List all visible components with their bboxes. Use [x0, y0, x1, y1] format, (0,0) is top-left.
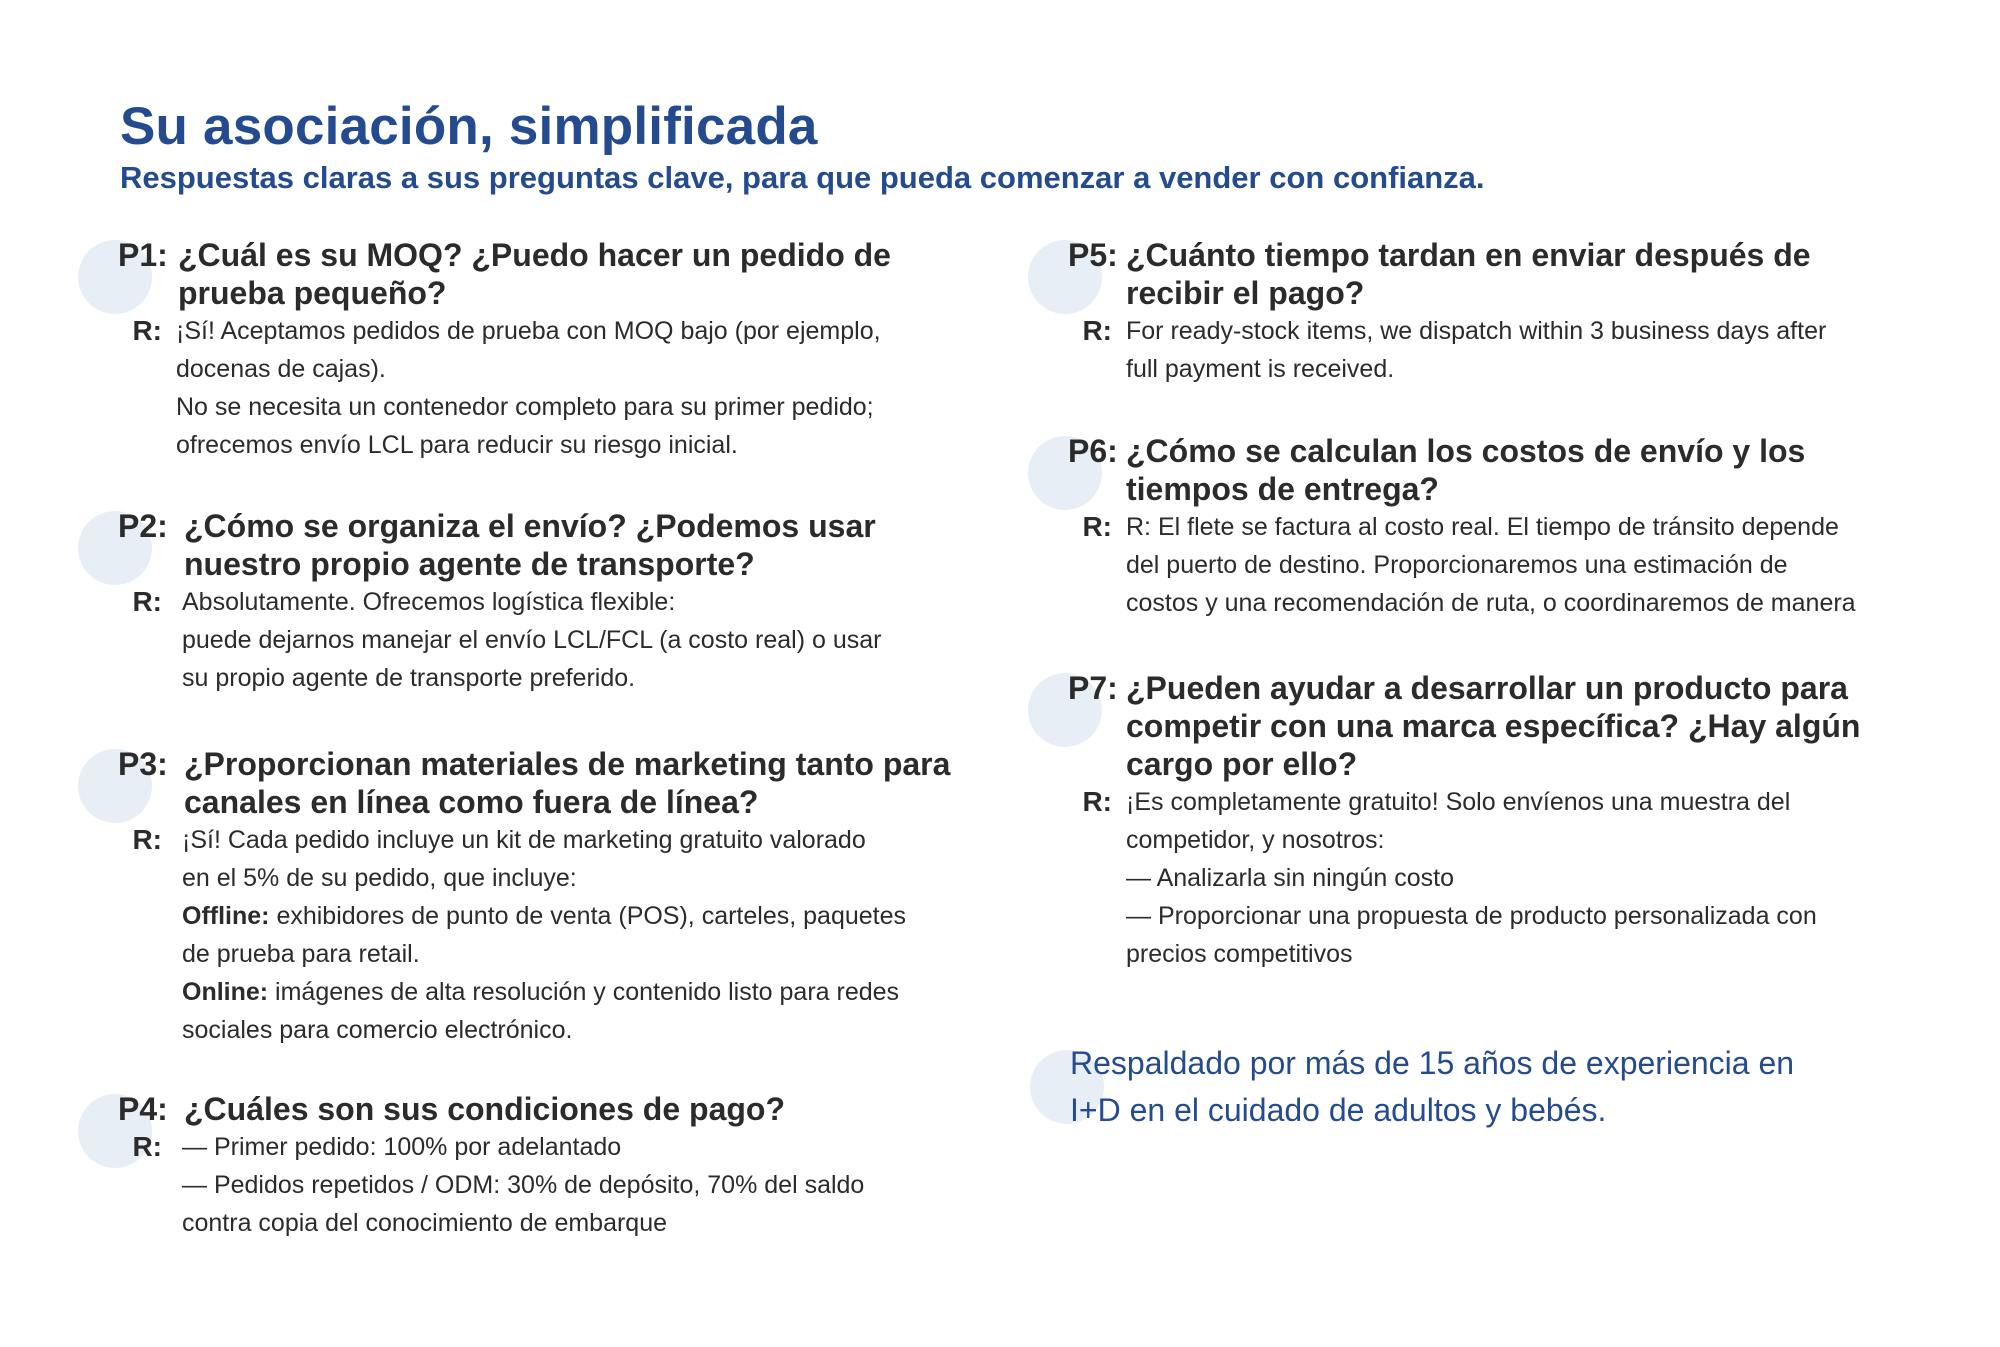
answer-line: de prueba para retail.	[182, 940, 420, 968]
question-text: ¿Cuáles son sus condiciones de pago?	[184, 1091, 785, 1127]
answer-line: ¡Sí! Aceptamos pedidos de prueba con MOQ bajo (por ejemplo,	[176, 317, 881, 345]
faq-item-p6	[1068, 432, 1948, 622]
answer-label: R:	[1082, 511, 1112, 542]
answer-label: R:	[132, 824, 162, 855]
footer-line: I+D en el cuidado de adultos y bebés.	[1070, 1092, 1607, 1128]
answer-line: ofrecemos envío LCL para reducir su riesgo inicial.	[176, 431, 738, 459]
offline-text: exhibidores de punto de venta (POS), carteles, paquetes	[269, 902, 906, 930]
answer-text	[1126, 312, 1826, 388]
question-text: ¿Cómo se calculan los costos de envío y los tiempos de entrega?	[1126, 433, 1806, 507]
answer-line: full payment is received.	[1126, 355, 1395, 383]
answer-line: ¡Sí! Cada pedido incluye un kit de marketing gratuito valorado	[182, 826, 866, 854]
answer-line: — Analizarla sin ningún costo	[1126, 864, 1454, 892]
answer-label: R:	[132, 1131, 162, 1162]
question-text: ¿Cuál es su MOQ? ¿Puedo hacer un pedido de prueba pequeño?	[178, 237, 891, 311]
answer-line: R: El flete se factura al costo real. El tiempo de tránsito depende	[1126, 513, 1839, 541]
answer-text	[1126, 783, 1817, 973]
faq-item-p3	[118, 745, 988, 1049]
answer-line: precios competitivos	[1126, 940, 1353, 968]
question-number: P4:	[118, 1091, 168, 1127]
answer-line: en el 5% de su pedido, que incluye:	[182, 864, 577, 892]
question-number: P5:	[1068, 237, 1118, 273]
answer-label: R:	[132, 315, 162, 346]
page-subtitle: Respuestas claras a sus preguntas clave, para que pueda comenzar a vender con confianza.	[120, 160, 1485, 195]
answer-line: del puerto de destino. Proporcionaremos una estimación de	[1126, 551, 1788, 579]
answer-line: For ready-stock items, we dispatch within 3 business days after	[1126, 317, 1827, 345]
answer-line: docenas de cajas).	[176, 355, 386, 383]
answer-line: contra copia del conocimiento de embarque	[182, 1209, 668, 1237]
question-text: ¿Proporcionan materiales de marketing tanto para canales en línea como fuera de línea?	[184, 746, 951, 820]
faq-item-p1	[118, 236, 978, 464]
answer-label: R:	[132, 586, 162, 617]
answer-line: sociales para comercio electrónico.	[182, 1016, 573, 1044]
answer-line: ¡Es completamente gratuito! Solo envíenos una muestra del	[1126, 788, 1791, 816]
faq-item-p5	[1068, 236, 1948, 388]
question-number: P6:	[1068, 433, 1118, 469]
answer-line	[182, 897, 906, 935]
question-number: P7:	[1068, 670, 1118, 706]
online-label: Online:	[182, 978, 269, 1006]
answer-line: Absolutamente. Ofrecemos logística flexible:	[182, 588, 676, 616]
question-number: P1:	[118, 237, 168, 273]
answer-text	[182, 821, 906, 1049]
answer-line: No se necesita un contenedor completo para su primer pedido;	[176, 393, 874, 421]
faq-item-p4	[118, 1090, 978, 1242]
answer-line: su propio agente de transporte preferido.	[182, 664, 636, 692]
online-text: imágenes de alta resolución y contenido listo para redes	[268, 978, 900, 1006]
answer-text	[1126, 508, 1856, 622]
answer-line: puede dejarnos manejar el envío LCL/FCL (a costo real) o usar	[182, 626, 882, 654]
footer-note	[1070, 1040, 1794, 1134]
answer-line: costos y una recomendación de ruta, o coordinaremos de manera	[1126, 589, 1856, 617]
footer-line: Respaldado por más de 15 años de experiencia en	[1070, 1045, 1795, 1081]
answer-line	[182, 973, 906, 1011]
offline-label: Offline:	[182, 902, 270, 930]
answer-text	[182, 1128, 864, 1242]
faq-item-p2	[118, 507, 978, 697]
answer-line: — Primer pedido: 100% por adelantado	[182, 1133, 622, 1161]
page-title: Su asociación, simplificada	[120, 97, 818, 156]
question-text: ¿Pueden ayudar a desarrollar un producto para competir con una marca específica? ¿Hay algún cargo por ello?	[1126, 670, 1861, 782]
answer-label: R:	[1082, 786, 1112, 817]
answer-text	[182, 583, 881, 697]
question-text: ¿Cómo se organiza el envío? ¿Podemos usar nuestro propio agente de transporte?	[184, 508, 876, 582]
faq-item-p7	[1068, 669, 1948, 973]
answer-text	[176, 312, 881, 464]
question-number: P2:	[118, 508, 168, 544]
question-number: P3:	[118, 746, 168, 782]
answer-line: — Pedidos repetidos / ODM: 30% de depósito, 70% del saldo	[182, 1171, 865, 1199]
answer-label: R:	[1082, 315, 1112, 346]
question-text: ¿Cuánto tiempo tardan en enviar después de recibir el pago?	[1126, 237, 1811, 311]
answer-line: — Proporcionar una propuesta de producto personalizada con	[1126, 902, 1817, 930]
answer-line: competidor, y nosotros:	[1126, 826, 1385, 854]
